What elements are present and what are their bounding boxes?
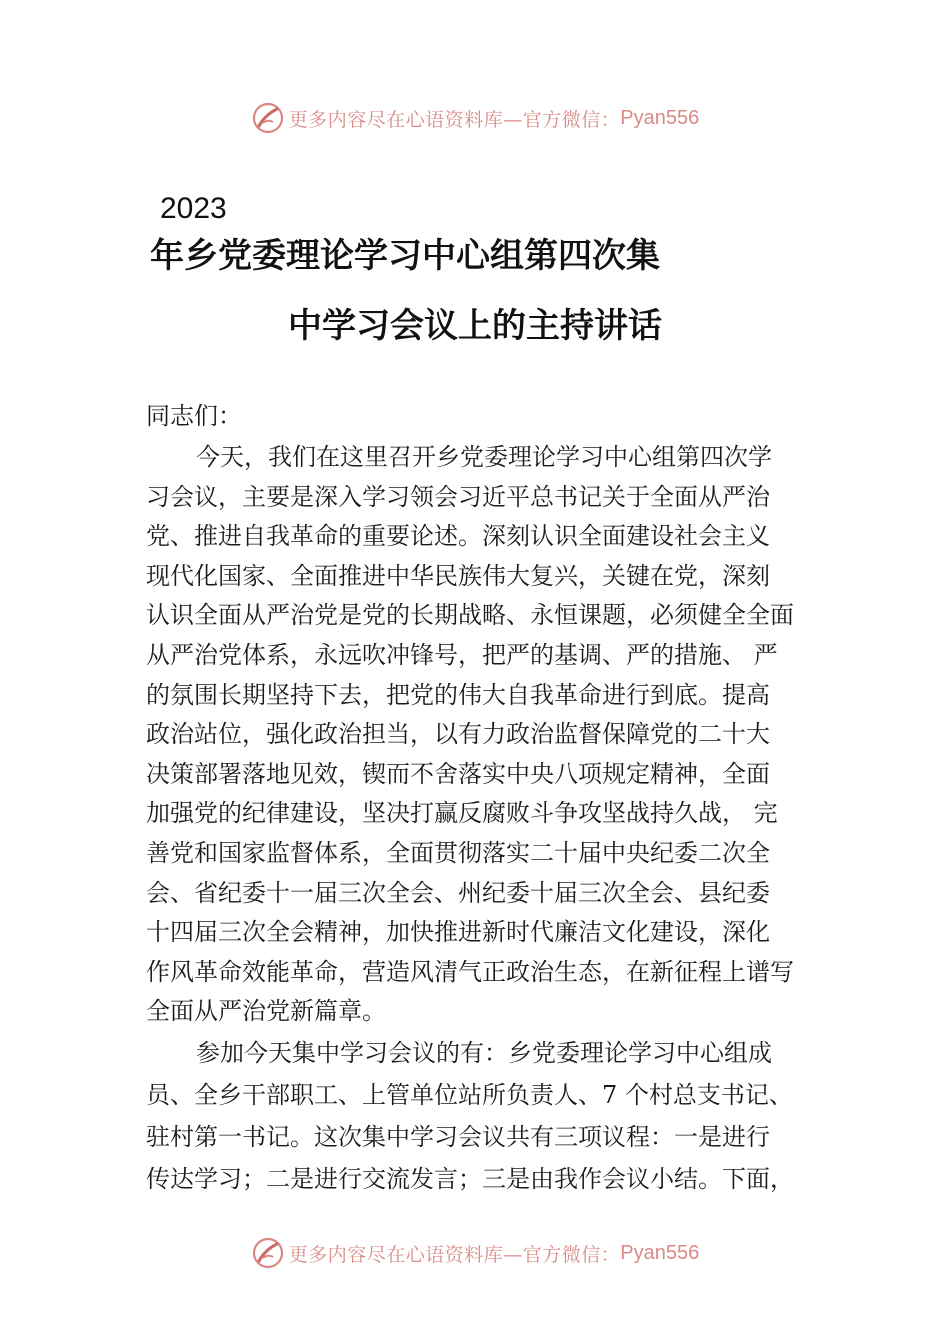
text-line: 加强党的纪律建设，坚决打赢反腐败斗争攻坚战持久战， 完	[146, 799, 778, 828]
text-line: 全面从严治党新篇章。	[146, 997, 386, 1026]
text-line: 决策部署落地见效，锲而不舍落实中央八项规定精神，全面	[146, 759, 770, 788]
brush-logo-icon	[251, 1236, 285, 1270]
text-line: 习会议，主要是深入学习领会习近平总书记关于全面从严治	[146, 482, 770, 511]
paragraph-2	[146, 1032, 826, 1200]
watermark-footer	[0, 1231, 950, 1275]
title-year: 2023	[160, 192, 227, 225]
text-line: 政治站位，强化政治担当，以有力政治监督保障党的二十大	[146, 720, 770, 749]
page-title-line-1: 年乡党委理论学习中心组第四次集	[150, 236, 660, 276]
text-line: 今天，我们在这里召开乡党委理论学习中心组第四次学	[196, 443, 772, 471]
watermark-text: 更多内容尽在心语资料库—官方微信：	[288, 108, 621, 131]
text-line: 会、省纪委十一届三次全会、州纪委十届三次全会、县纪委	[146, 878, 770, 907]
text-line: 传达学习；二是进行交流发言；三是由我作会议小结。下面，	[146, 1165, 794, 1193]
text-line: 十四届三次全会精神，加快推进新时代廉洁文化建设，深化	[146, 918, 770, 947]
watermark-account: Pyan556	[620, 106, 700, 129]
text-line: 驻村第一书记。这次集中学习会议共有三项议程：一是进行	[146, 1123, 770, 1151]
text-line: 的氛围长期坚持下去，把党的伟大自我革命进行到底。提高	[146, 680, 770, 709]
text-line: 作风革命效能革命，营造风清气正政治生态，在新征程上谱写	[146, 957, 794, 986]
text-line: 从严治党体系，永远吹冲锋号，把严的基调、严的措施、 严	[146, 640, 778, 669]
text-line: 员、全乡干部职工、上管单位站所负责人、7 个村总支书记、	[146, 1081, 793, 1109]
paragraph-1	[146, 438, 826, 1032]
salutation: 同志们：	[146, 402, 242, 430]
watermark-header	[0, 96, 950, 140]
brush-logo-icon	[251, 101, 285, 135]
text-line: 善党和国家监督体系，全面贯彻落实二十届中央纪委二次全	[146, 838, 770, 867]
text-line: 党、推进自我革命的重要论述。深刻认识全面建设社会主义	[146, 522, 770, 551]
watermark-text: 更多内容尽在心语资料库—官方微信：	[288, 1243, 621, 1266]
watermark-account: Pyan556	[620, 1241, 700, 1264]
page-title-line-2: 中学习会议上的主持讲话	[288, 306, 662, 346]
text-line: 认识全面从严治党是党的长期战略、永恒课题，必须健全全面	[146, 601, 794, 630]
text-line: 参加今天集中学习会议的有：乡党委理论学习中心组成	[196, 1039, 772, 1067]
text-line: 现代化国家、全面推进中华民族伟大复兴，关键在党，深刻	[146, 561, 770, 590]
